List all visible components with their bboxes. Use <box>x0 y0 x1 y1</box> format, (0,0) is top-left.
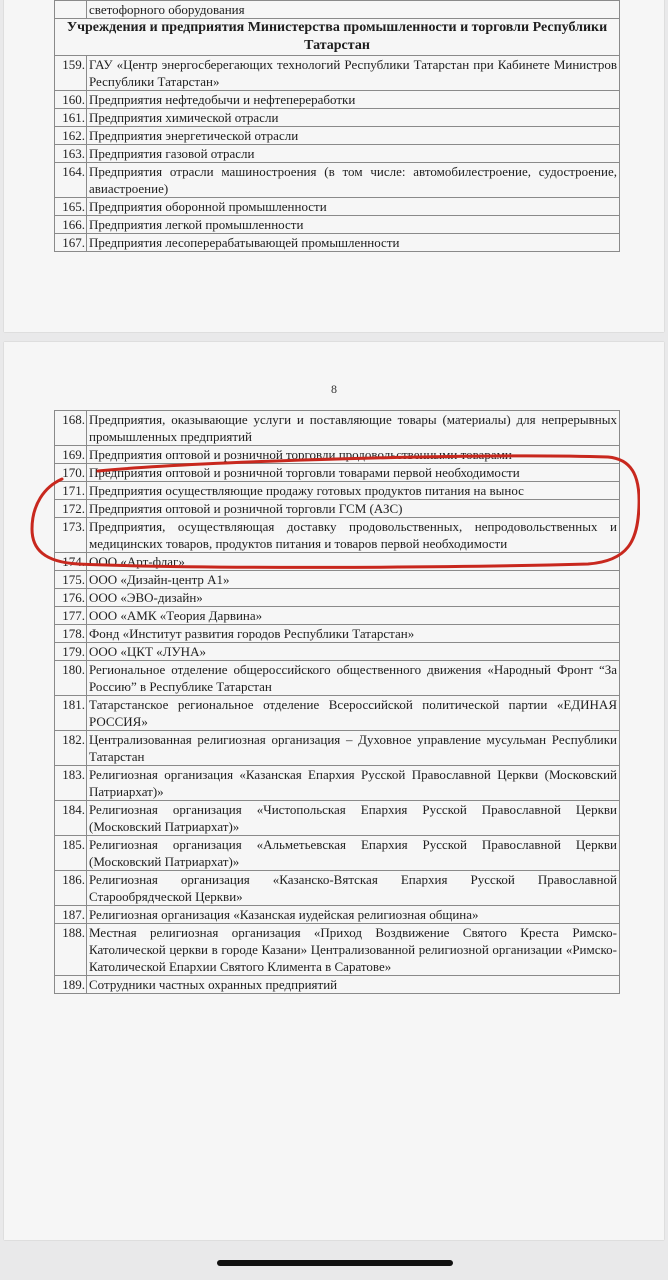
table-row <box>55 924 620 976</box>
table-row <box>55 976 620 994</box>
row-number: 177. <box>55 607 87 625</box>
row-number: 189. <box>55 976 87 994</box>
table-row <box>55 446 620 464</box>
row-text: Предприятия отрасли машиностроения (в том числе: автомобилестроение, судостроение, авиастроение) <box>87 163 620 198</box>
row-number: 165. <box>55 198 87 216</box>
row-number: 168. <box>55 411 87 446</box>
document-page-2 <box>4 342 664 1240</box>
row-text: Предприятия, осуществляющая доставку продовольственных, непродовольственных и медицинских товаров, продуктов питания и товаров первой необходимости <box>87 518 620 553</box>
home-indicator[interactable] <box>217 1260 453 1266</box>
table-row <box>55 906 620 924</box>
row-text: ООО «АМК «Теория Дарвина» <box>87 607 620 625</box>
table-row <box>55 553 620 571</box>
row-number <box>55 1 87 19</box>
table-row <box>55 482 620 500</box>
row-number: 176. <box>55 589 87 607</box>
table-row <box>55 411 620 446</box>
table-row <box>55 696 620 731</box>
row-text: ООО «ЦКТ «ЛУНА» <box>87 643 620 661</box>
row-number: 175. <box>55 571 87 589</box>
row-number: 174. <box>55 553 87 571</box>
row-text: ГАУ «Центр энергосберегающих технологий Республики Татарстан при Кабинете Министров Республики Татарстан» <box>87 56 620 91</box>
table-row <box>55 163 620 198</box>
row-number: 170. <box>55 464 87 482</box>
table-row <box>55 589 620 607</box>
organizations-table-page-2 <box>54 410 620 994</box>
row-text: Религиозная организация «Казанско-Вятская Епархия Русской Православной Старообрядческой Церкви» <box>87 871 620 906</box>
table-row <box>55 607 620 625</box>
row-number: 171. <box>55 482 87 500</box>
row-text: Предприятия энергетической отрасли <box>87 127 620 145</box>
table-row <box>55 801 620 836</box>
table-row <box>55 571 620 589</box>
row-number: 167. <box>55 234 87 252</box>
table-row <box>55 661 620 696</box>
row-text: ООО «Дизайн-центр А1» <box>87 571 620 589</box>
row-text: Региональное отделение общероссийского общественного движения «Народный Фронт “За Россию” в Республике Татарстан <box>87 661 620 696</box>
row-number: 166. <box>55 216 87 234</box>
row-text: Предприятия осуществляющие продажу готовых продуктов питания на вынос <box>87 482 620 500</box>
row-number: 160. <box>55 91 87 109</box>
row-text: Религиозная организация «Казанская иудейская религиозная община» <box>87 906 620 924</box>
table-row <box>55 643 620 661</box>
row-number: 182. <box>55 731 87 766</box>
row-text: Предприятия оптовой и розничной торговли товарами первой необходимости <box>87 464 620 482</box>
row-text: Религиозная организация «Чистопольская Епархия Русской Православной Церкви (Московский Патриархат)» <box>87 801 620 836</box>
row-number: 172. <box>55 500 87 518</box>
table-row <box>55 234 620 252</box>
row-number: 161. <box>55 109 87 127</box>
row-text: Предприятия оптовой и розничной торговли продовольственными товарами <box>87 446 620 464</box>
row-text: Предприятия газовой отрасли <box>87 145 620 163</box>
row-text: Религиозная организация «Казанская Епархия Русской Православной Церкви (Московский Патриархат)» <box>87 766 620 801</box>
row-number: 184. <box>55 801 87 836</box>
row-number: 173. <box>55 518 87 553</box>
table-row <box>55 198 620 216</box>
table-row <box>55 766 620 801</box>
row-text: Предприятия нефтедобычи и нефтепереработки <box>87 91 620 109</box>
table-row <box>55 518 620 553</box>
table-row <box>55 871 620 906</box>
row-text: Религиозная организация «Альметьевская Епархия Русской Православной Церкви (Московский Патриархат)» <box>87 836 620 871</box>
table-row <box>55 464 620 482</box>
row-text: Сотрудники частных охранных предприятий <box>87 976 620 994</box>
section-heading: Учреждения и предприятия Министерства промышленности и торговли Республики Татарстан <box>55 19 620 56</box>
row-text: Предприятия, оказывающие услуги и поставляющие товары (материалы) для непрерывных промышленных предприятий <box>87 411 620 446</box>
row-number: 183. <box>55 766 87 801</box>
row-number: 188. <box>55 924 87 976</box>
row-number: 185. <box>55 836 87 871</box>
page-number: 8 <box>331 382 337 396</box>
table-row <box>55 216 620 234</box>
row-text: Местная религиозная организация «Приход Воздвижение Святого Креста Римско-Католической церкви в городе Казани» Централизованной религиозной организации «Римско-Католической Епархии Святого Климента в Саратове» <box>87 924 620 976</box>
row-text: Фонд «Институт развития городов Республики Татарстан» <box>87 625 620 643</box>
table-row <box>55 1 620 19</box>
row-number: 164. <box>55 163 87 198</box>
row-number: 162. <box>55 127 87 145</box>
row-number: 180. <box>55 661 87 696</box>
table-row <box>55 127 620 145</box>
row-text: Предприятия оборонной промышленности <box>87 198 620 216</box>
row-text: ООО «ЭВО-дизайн» <box>87 589 620 607</box>
table-row <box>55 731 620 766</box>
table-row <box>55 56 620 91</box>
row-number: 159. <box>55 56 87 91</box>
row-number: 178. <box>55 625 87 643</box>
row-text: Татарстанское региональное отделение Всероссийской политической партии «ЕДИНАЯ РОССИЯ» <box>87 696 620 731</box>
table-row <box>55 836 620 871</box>
row-text: Предприятия оптовой и розничной торговли ГСМ (АЗС) <box>87 500 620 518</box>
row-text: Предприятия легкой промышленности <box>87 216 620 234</box>
row-text: Централизованная религиозная организация – Духовное управление мусульман Республики Татарстан <box>87 731 620 766</box>
row-number: 187. <box>55 906 87 924</box>
row-number: 169. <box>55 446 87 464</box>
row-number: 163. <box>55 145 87 163</box>
table-row <box>55 109 620 127</box>
table-row <box>55 625 620 643</box>
table-row <box>55 91 620 109</box>
row-text: ООО «Арт-флаг» <box>87 553 620 571</box>
row-number: 181. <box>55 696 87 731</box>
row-text: светофорного оборудования <box>87 1 620 19</box>
section-heading-row <box>55 19 620 56</box>
row-text: Предприятия лесоперерабатывающей промышленности <box>87 234 620 252</box>
table-row <box>55 500 620 518</box>
row-text: Предприятия химической отрасли <box>87 109 620 127</box>
document-page-1 <box>4 0 664 332</box>
row-number: 186. <box>55 871 87 906</box>
organizations-table-page-1 <box>54 0 620 252</box>
table-row <box>55 145 620 163</box>
row-number: 179. <box>55 643 87 661</box>
